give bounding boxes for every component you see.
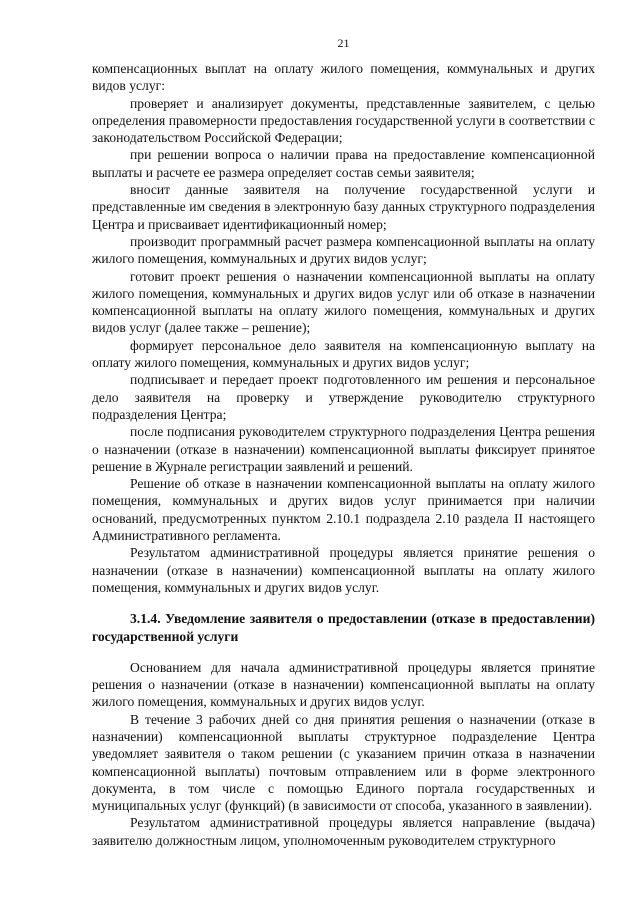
paragraph: при решении вопроса о наличии права на предоставление компенсационной выплаты и расчете ее размера определяет состав семьи заявителя; [92,147,595,180]
paragraph: подписывает и передает проект подготовленного им решения и персональное дело заявителя на проверку и утверждение руководителю структурного подразделения Центра; [92,372,595,422]
paragraph: готовит проект решения о назначении компенсационной выплаты на оплату жилого помещения, коммунальных и других видов услуг или об отказе в назначении компенсационной выплаты на оплату жилого помещения, коммунальных и других видов услуг (далее также – решение); [92,268,595,336]
paragraph: Результатом административной процедуры является принятие решения о назначении (отказе в назначении) компенсационной выплаты на оплату жилого помещения, коммунальных и других видов услуг. [92,545,595,595]
paragraph: вносит данные заявителя на получение государственной услуги и представленные им сведения в электронную базу данных структурного подразделения Центра и присваивает идентификационный номер; [92,182,595,232]
paragraph: формирует персональное дело заявителя на компенсационную выплату на оплату жилого помещения, коммунальных и других видов услуг; [92,337,595,371]
section-heading: 3.1.4. Уведомление заявителя о предоставлении (отказе в предоставлении) государственной услуги [92,611,595,644]
paragraph: после подписания руководителем структурного подразделения Центра решения о назначении (отказе в назначении) компенсационной выплаты фиксирует принятое решение в Журнале регистрации заявлений и решений. [92,424,595,474]
paragraph: В течение 3 рабочих дней со дня принятия решения о назначении (отказе в назначении) компенсационной выплаты структурное подразделение Центра уведомляет заявителя о таком решении (с указанием причин отказа в назначении компенсационной выплаты) почтовым отправлением или в форме электронного документа, в том числе с помощью Единого портала государственных и муниципальных услуг (функций) (в зависимости от способа, указанного в заявлении). [92,711,595,814]
paragraph: проверяет и анализирует документы, представленные заявителем, с целью определения правомерности предоставления государственной услуги в соответствии с законодательством Российской Федерации; [92,95,595,146]
page-number: 21 [337,36,350,50]
paragraph: производит программный расчет размера компенсационной выплаты на оплату жилого помещения, коммунальных и других видов услуг; [92,233,595,267]
paragraph: Решение об отказе в назначении компенсационной выплаты на оплату жилого помещения, коммунальных и других видов услуг принимается при наличии оснований, предусмотренных пунктом 2.10.1 подраздела 2.10 раздела II настоящего Административного регламента. [92,476,595,544]
paragraph: компенсационных выплат на оплату жилого помещения, коммунальных и других видов услуг: [92,61,595,94]
document-page [92,36,595,849]
paragraph: Результатом административной процедуры является направление (выдача) заявителю должностным лицом, уполномоченным руководителем структурного [92,815,595,848]
paragraph: Основанием для начала административной процедуры является принятие решения о назначении (отказе в назначении) компенсационной выплаты на оплату жилого помещения, коммунальных и других видов услуг. [92,659,595,710]
